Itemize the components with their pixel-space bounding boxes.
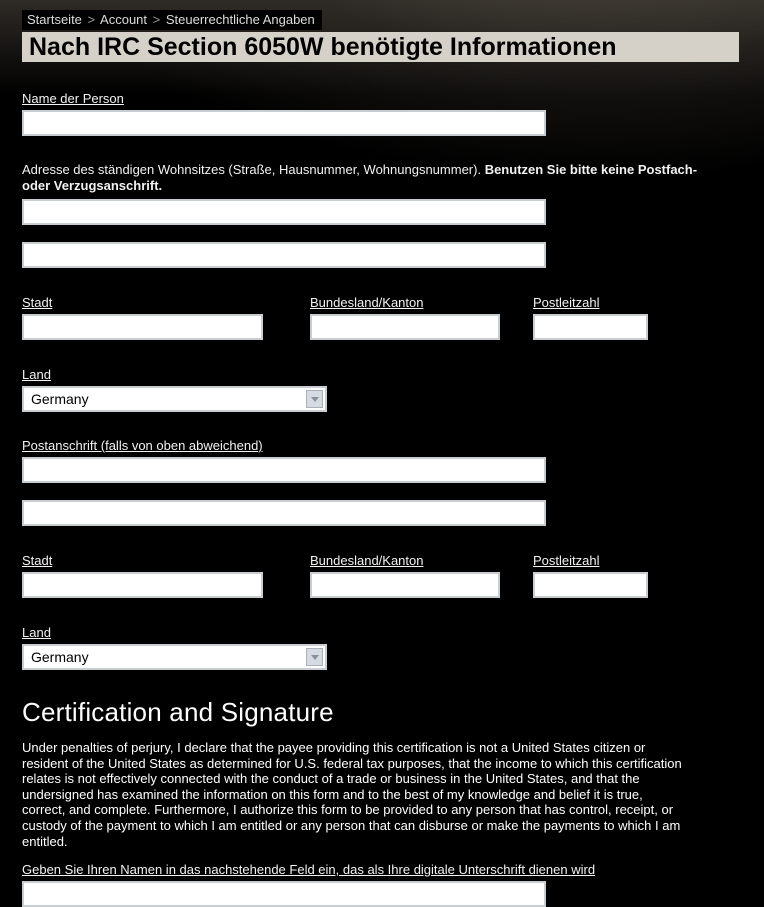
mailing-address-group: [22, 437, 764, 526]
page-title: Nach IRC Section 6050W benötigte Informationen: [22, 32, 739, 62]
chevron-down-icon: [311, 655, 319, 660]
mailing-address-line1-input[interactable]: [22, 457, 546, 483]
residence-postal-code-input[interactable]: [533, 314, 648, 340]
residence-city-input[interactable]: [22, 314, 263, 340]
residence-address-label-normal: Adresse des ständigen Wohnsitzes (Straße, Hausnummer, Wohnungsnummer).: [22, 162, 485, 177]
mailing-country-selected-value: Germany: [31, 649, 89, 665]
mailing-state-input[interactable]: [310, 572, 500, 598]
mailing-city-state-zip-row: [22, 552, 764, 598]
certification-heading: Certification and Signature: [22, 697, 334, 727]
name-input[interactable]: [22, 110, 546, 136]
breadcrumb-separator-icon: >: [87, 12, 96, 27]
residence-city-state-zip-row: [22, 294, 764, 340]
mailing-country-select[interactable]: [22, 644, 327, 670]
mailing-address-line2-input[interactable]: [22, 500, 546, 526]
signature-instruction-label: Geben Sie Ihren Namen in das nachstehende Feld ein, das als Ihre digitale Unterschrift dienen wird: [22, 862, 596, 878]
mailing-state-field: [310, 552, 500, 598]
residence-address-label: [22, 162, 702, 194]
dropdown-arrow-button[interactable]: [306, 390, 323, 408]
residence-country-group: [22, 366, 764, 412]
state-label: Bundesland/Kanton: [310, 553, 424, 568]
breadcrumb-link-account[interactable]: Account: [100, 12, 148, 27]
certification-text: Under penalties of perjury, I declare that the payee providing this certification is not a United States citizen or resident of the United States as determined for U.S. federal tax purposes, that the income to which this certification relates is not effectively connected with the conduct of a trade or business in the United States, and that the undersigned has examined the information on this form and to the best of my knowledge and belief it is true, correct, and complete. Furthermore, I authorize this form to be provided to any person that has control, receipt, or custody of the payment to which I am entitled or any person that can disburse or make the payments to which I am entitled.: [22, 740, 682, 849]
name-label: Name der Person: [22, 91, 124, 106]
residence-city-field: [22, 294, 263, 340]
mailing-country-group: [22, 624, 764, 670]
country-label: Land: [22, 367, 51, 382]
residence-address-line1-input[interactable]: [22, 199, 546, 225]
breadcrumb-link-startseite[interactable]: Startseite: [27, 12, 82, 27]
city-label: Stadt: [22, 295, 53, 310]
residence-address-group: [22, 162, 764, 268]
city-label: Stadt: [22, 553, 53, 568]
residence-country-select[interactable]: [22, 386, 327, 412]
residence-state-field: [310, 294, 500, 340]
digital-signature-input[interactable]: [22, 881, 546, 907]
breadcrumb: [22, 10, 322, 30]
chevron-down-icon: [311, 397, 319, 402]
name-field-group: [22, 90, 764, 136]
residence-address-line2-input[interactable]: [22, 242, 546, 268]
mailing-address-label: Postanschrift (falls von oben abweichend): [22, 438, 263, 453]
postal-code-label: Postleitzahl: [533, 295, 600, 310]
breadcrumb-current-page: Steuerrechtliche Angaben: [165, 12, 315, 27]
breadcrumb-separator-icon: >: [152, 12, 161, 27]
mailing-city-field: [22, 552, 263, 598]
state-label: Bundesland/Kanton: [310, 295, 424, 310]
country-label: Land: [22, 625, 51, 640]
signature-field-group: [22, 861, 764, 907]
residence-state-input[interactable]: [310, 314, 500, 340]
residence-address-label-bold: Benutzen Sie bitte keine Postfach- oder Verzugsanschrift.: [22, 162, 698, 193]
mailing-postal-code-input[interactable]: [533, 572, 648, 598]
dropdown-arrow-button[interactable]: [306, 648, 323, 666]
residence-country-selected-value: Germany: [31, 391, 89, 407]
postal-code-label: Postleitzahl: [533, 553, 600, 568]
residence-zip-field: [533, 294, 648, 340]
mailing-zip-field: [533, 552, 648, 598]
mailing-city-input[interactable]: [22, 572, 263, 598]
